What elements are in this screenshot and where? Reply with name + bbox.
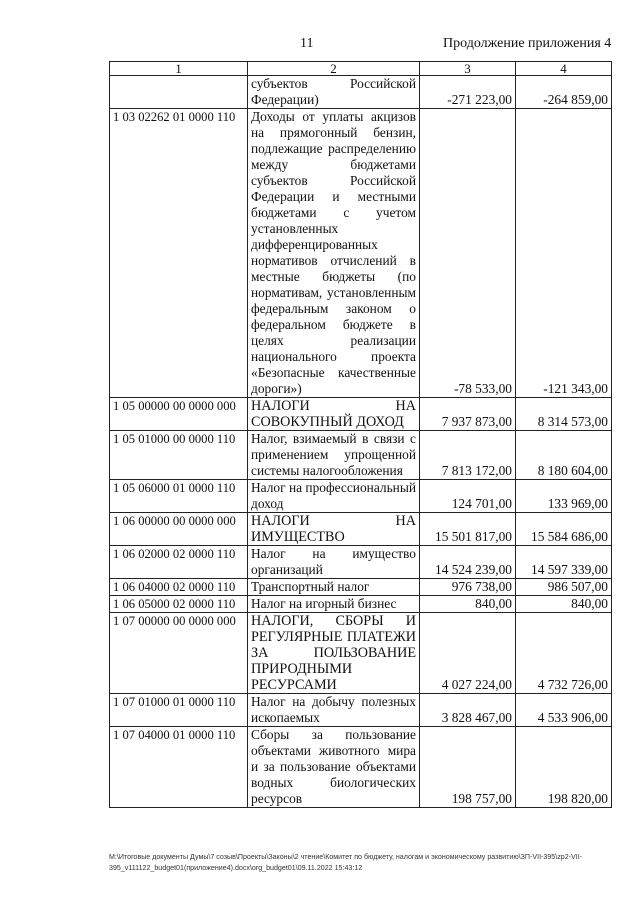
revenue-name-cell: Налог на имущество организаций (248, 546, 420, 579)
amount-2024-cell: -264 859,00 (516, 76, 612, 109)
revenue-name-cell: НАЛОГИ, СБОРЫ И РЕГУЛЯРНЫЕ ПЛАТЕЖИ ЗА ПОЛЬЗОВАНИЕ ПРИРОДНЫМИ РЕСУРСАМИ (248, 613, 420, 694)
revenue-name-cell: Сборы за пользование объектами животного мира и за пользование объектами водных биологических ресурсов (248, 727, 420, 808)
amount-2024-cell: 15 584 686,00 (516, 513, 612, 546)
revenue-name-cell: Налог на игорный бизнес (248, 596, 420, 613)
table-row (110, 579, 612, 596)
revenue-name-cell: НАЛОГИ НА СОВОКУПНЫЙ ДОХОД (248, 398, 420, 431)
column-number: 3 (420, 62, 516, 76)
amount-2023-cell: 976 738,00 (420, 579, 516, 596)
revenue-name-cell: Транспортный налог (248, 579, 420, 596)
document-path-footer: М:\Итоговые документы Думы\7 созыв\Проекты\Законы\2 чтение\Комитет по бюджету, налогам и экономическому развитию\ЗП-VII-395\zp2-VII-395_v111122_budget01(приложение4).docx\org_budget01\09.11.2022 15:43:12 (109, 853, 583, 872)
amount-2023-cell: 840,00 (420, 596, 516, 613)
amount-2024-cell: 198 820,00 (516, 727, 612, 808)
table-row (110, 694, 612, 727)
amount-2023-cell: 124 701,00 (420, 480, 516, 513)
kbk-code-cell: 1 07 04000 01 0000 110 (110, 727, 248, 808)
amount-2024-cell: 4 732 726,00 (516, 613, 612, 694)
table-row (110, 431, 612, 480)
table-row (110, 109, 612, 398)
kbk-code-cell (110, 76, 248, 109)
table-row (110, 513, 612, 546)
amount-2023-cell: 14 524 239,00 (420, 546, 516, 579)
amount-2024-cell: 14 597 339,00 (516, 546, 612, 579)
revenue-name-cell: Налог на профессиональный доход (248, 480, 420, 513)
kbk-code-cell: 1 07 01000 01 0000 110 (110, 694, 248, 727)
amount-2024-cell: 133 969,00 (516, 480, 612, 513)
kbk-code-cell: 1 06 02000 02 0000 110 (110, 546, 248, 579)
amount-2023-cell: 4 027 224,00 (420, 613, 516, 694)
page-number: 11 (300, 36, 314, 51)
table-row (110, 727, 612, 808)
kbk-code-cell: 1 06 00000 00 0000 000 (110, 513, 248, 546)
amount-2024-cell: 986 507,00 (516, 579, 612, 596)
column-number: 4 (516, 62, 612, 76)
table-row (110, 398, 612, 431)
amount-2023-cell: 7 937 873,00 (420, 398, 516, 431)
amount-2023-cell: 15 501 817,00 (420, 513, 516, 546)
kbk-code-cell: 1 05 01000 00 0000 110 (110, 431, 248, 480)
column-number-row (110, 62, 612, 76)
amount-2024-cell: 8 180 604,00 (516, 431, 612, 480)
continuation-label: Продолжение приложения 4 (443, 36, 612, 51)
amount-2024-cell: 8 314 573,00 (516, 398, 612, 431)
amount-2023-cell: -271 223,00 (420, 76, 516, 109)
amount-2023-cell: 3 828 467,00 (420, 694, 516, 727)
revenue-name-cell: Налог на добычу полезных ископаемых (248, 694, 420, 727)
kbk-code-cell: 1 05 00000 00 0000 000 (110, 398, 248, 431)
amount-2023-cell: -78 533,00 (420, 109, 516, 398)
kbk-code-cell: 1 03 02262 01 0000 110 (110, 109, 248, 398)
amount-2024-cell: 840,00 (516, 596, 612, 613)
table-row (110, 596, 612, 613)
kbk-code-cell: 1 05 06000 01 0000 110 (110, 480, 248, 513)
revenue-name-cell: субъектов Российской Федерации) (248, 76, 420, 109)
budget-table (109, 61, 612, 808)
column-number: 2 (248, 62, 420, 76)
revenue-name-cell: Доходы от уплаты акцизов на прямогонный бензин, подлежащие распределению между бюджетами субъектов Российской Федерации и местными бюджетами с учетом установленных дифференцированных нормативов отчислений в местные бюджеты (по нормативам, установленным федеральным законом о федеральном бюджете в целях реализации национального проекта «Безопасные качественные дороги») (248, 109, 420, 398)
table-row (110, 480, 612, 513)
table-row (110, 546, 612, 579)
revenue-name-cell: Налог, взимаемый в связи с применением упрощенной системы налогообложения (248, 431, 420, 480)
kbk-code-cell: 1 06 04000 02 0000 110 (110, 579, 248, 596)
kbk-code-cell: 1 07 00000 00 0000 000 (110, 613, 248, 694)
amount-2024-cell: 4 533 906,00 (516, 694, 612, 727)
kbk-code-cell: 1 06 05000 02 0000 110 (110, 596, 248, 613)
column-number: 1 (110, 62, 248, 76)
table-row (110, 76, 612, 109)
table-row (110, 613, 612, 694)
revenue-name-cell: НАЛОГИ НА ИМУЩЕСТВО (248, 513, 420, 546)
amount-2023-cell: 7 813 172,00 (420, 431, 516, 480)
amount-2024-cell: -121 343,00 (516, 109, 612, 398)
amount-2023-cell: 198 757,00 (420, 727, 516, 808)
